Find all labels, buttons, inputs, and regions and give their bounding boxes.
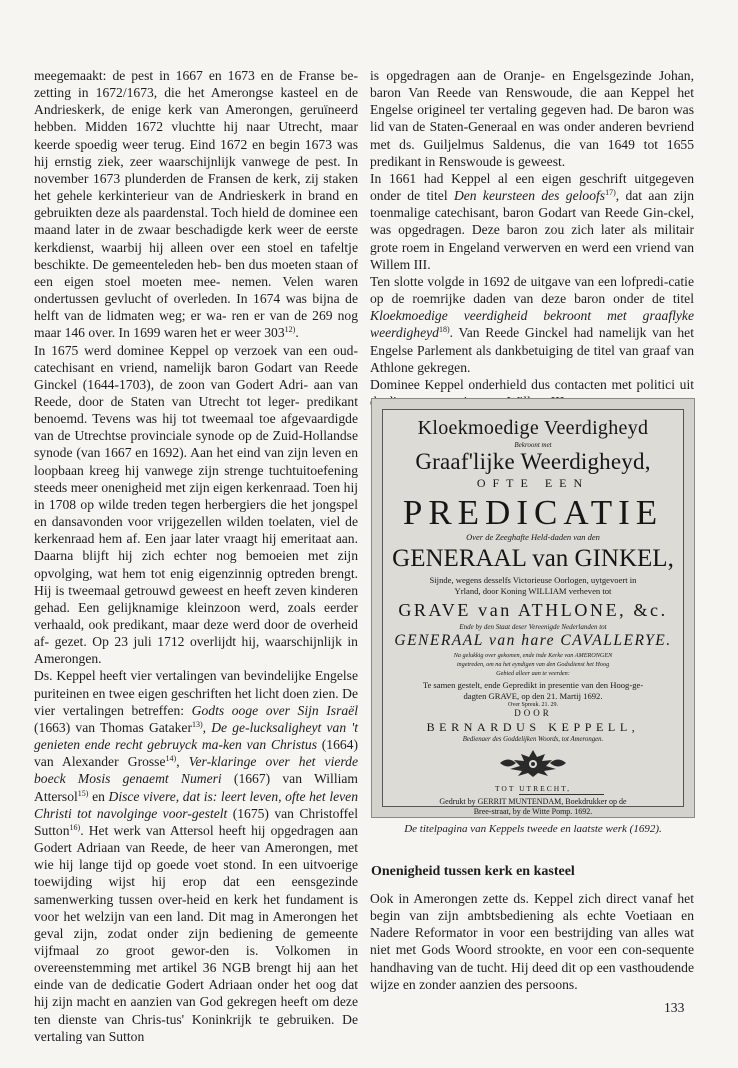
- title-page-line: Gebied alleer aan te veerden:: [496, 670, 570, 677]
- title-page-figure: [371, 398, 695, 818]
- paragraph-2: In 1675 werd dominee Keppel op verzoek van een oud-catechisant en vriend, namelijk baron Godart van Reede Ginckel (1644-1703), de zoon van Godert Adri- aan van Reede, door de Staten van Utrecht tot leger- predikant benoemd. Tevens was hij tot tweemaal toe afgevaardigde van de Utrechtse provinciale synode op de Zuid-Hollandse synode (van 1667 en 1692). Aan het eind van zijn leven en loopbaan kreeg hij vanwege zijn strenge tuchtuitoefening steeds meer onenigheid met zijn eigen kerkenraad. Toen hij in 1708 op wilde treden tegen herbergiers die het jongspel en dansavonden voor vrijgezellen wilden toelaten, viel de kerkenraad hem af. Een jaar later vraagt hij emeritaat aan. Daarna blijft hij zich echter nog bemoeien met zijn opvolging, wat hem tot enig eigenzinnig optreden brengt. Hij is tweemaal getrouwd geweest en heeft zeven kinderen gehad. Een gelijknamige kleinzoon werd, zoals eerder verhaald, ook predikant, maar deze werd door de overheid af- gezet. Op 23 juli 1712 overlijdt hij, waarschijnlijk in Amerongen.: [34, 342, 359, 667]
- paragraph-8: Ook in Amerongen zette ds. Keppel zich direct vanaf het begin van zijn ambtsbediening als echte Voetiaan en Nadere Reformator in voor een bestrijding van alles wat niet met Gods Woord strookte, en voor een con-sequente handhaving van de tucht. Hij deed dit op een vasthoudende wijze en zonder aanzien des persoons.: [370, 891, 694, 992]
- book-title: Den keursteen des geloofs: [453, 188, 606, 204]
- title-page-line: dagten GRAVE, op den 21. Martij 1692.: [463, 691, 603, 701]
- footnote-ref: 14): [165, 754, 177, 764]
- book-title: Disce vivere, dat is: leert leven, ofte het leven Christi tot navolginge voor-gestelt: [34, 788, 358, 821]
- book-title: De ge-lucksaligheyt van 't genieten ende recht gebruyck ma-ken van Christus: [34, 719, 358, 753]
- title-page-line: GENERAAL van GINKEL,: [392, 545, 674, 572]
- title-page-line: Graaf'lijke Weerdigheyd,: [415, 449, 651, 474]
- footnote-ref: 12): [284, 325, 296, 335]
- title-page-line: OFTE EEN: [476, 476, 590, 490]
- title-page: [382, 409, 684, 816]
- section-text: [370, 890, 694, 993]
- footnote-ref: 16): [69, 822, 81, 832]
- title-page-line: BERNARDUS KEPPELL,: [426, 720, 640, 734]
- left-column: [34, 67, 358, 1045]
- title-page-line: DOOR: [514, 708, 552, 718]
- title-page-line: Na gelukkig over gekomen, ende inde Kerke van AMERONGEN: [453, 652, 613, 659]
- footnote-ref: 15): [77, 788, 89, 798]
- title-page-line: TOT UTRECHT,: [494, 784, 572, 793]
- title-page-line: Over de Zeeghafte Held-daden van den: [466, 532, 600, 542]
- title-page-line: Ende by den Staat deser Vereenigde Nederlanden tot: [459, 623, 607, 631]
- title-page-line: GENERAAL van hare CAVALLERYE.: [394, 632, 672, 649]
- book-title: Godts ooge over Sijn Israël: [191, 702, 358, 718]
- title-page-line: Bree-straat, by de Witte Pomp. 1692.: [473, 807, 593, 816]
- title-page-line: Over Spreuk. 21. 29.: [508, 702, 558, 708]
- divider: [519, 794, 604, 795]
- footnote-ref: 18): [438, 325, 450, 335]
- book-title: Kloekmoedige veerdigheid bekroont met graaflyke weerdigheyd: [370, 308, 694, 341]
- page-number: 133: [664, 1000, 685, 1015]
- paragraph-7: Dominee Keppel onderhield dus contacten met politici uit: [370, 376, 694, 392]
- title-page-line: Kloekmoedige Veerdigheyd: [417, 417, 649, 439]
- footnote-ref: 17): [605, 188, 616, 198]
- section-heading: Onenigheid tussen kerk en kasteel: [371, 864, 575, 879]
- title-page-line: PREDICATIE: [402, 493, 664, 532]
- paragraph-5: In 1661 had Keppel al een eigen geschrift uitgegeven onder de titel Den keursteen des geloofs$^{17)}$, dat aan zijn toenmalige catechisant, baron Godart van Reede Gin-ckel, was opgedragen. Deze baron zou zich later als militair grote roem in Engeland verwerven en werd een vriend van Willem III.: [370, 170, 694, 272]
- title-page-line: Gedrukt by GERRIT MUNTENDAM, Boekdrukker op de: [439, 797, 627, 806]
- figure-caption: De titelpagina van Keppels tweede en laatste werk (1692).: [404, 823, 662, 835]
- paragraph-6: Ten slotte volgde in 1692 de uitgave van een lofpredi-catie op de roemrijke daden van deze baron onder de titel Kloekmoedige veerdigheid bekroont met graaflyke weerdigheyd$^{18)}$. Van Reede Ginckel had namelijk van het Engelse Parlement als dankbetuiging de titel van graaf van Athlone gekregen.: [370, 273, 694, 375]
- footnote-ref: 13): [191, 719, 203, 729]
- paragraph-3: Ds. Keppel heeft vier vertalingen van bevindelijke Engelse puriteinen en twee eigen geschriften het licht doen zien. De vier vertalingen betreffen: Godts ooge over Sijn Israël (1663) van Thomas Gataker$^{13)}$, De ge-lucksaligheyt van 't genieten ende recht gebruyck ma-ken van Christus (1664) van Alexander Grosse$^{14)}$, Ver-klaringe over het vierde boeck Mosis genaemt Numeri (1667) van William Attersol$^{15)}$ en Disce vivere, dat is: leert leven, ofte het leven Christi tot navolginge voor-gestelt (1675) van Christoffel Sutton$^{16)}$. Het werk van Attersol heeft hij opgedragen aan Godert Adriaan van Reede, de heer van Amerongen, met wie hij lange tijd op goede voet stond. In een uitvoerige toewijding wijst hij erop dat een eensgezinde samenwerking tussen over-heid en kerk het fundament is voor het welzijn van een land. Dit mag in Amerongen het geval zijn, zodat onder zijn bediening de gemeente vijfmaal zo groot gewor-den is. Volkomen in overeenstemming met artikel 36 NGB brengt hij aan het einde van de dedicatie Godert Adriaan onder het oog dat hij zijn macht en aanzien van God gekregen heeft om deze ten dienste van Chris-tus' Koninkrijk te gebruiken. De vertaling van Sutton: [34, 668, 359, 1044]
- title-page-line: Bedienaer des Goddelijken Woords, tot Amerongen.: [462, 736, 604, 743]
- title-page-line: GRAVE van ATHLONE, &c.: [398, 600, 668, 620]
- right-column: [370, 67, 694, 410]
- title-page-line: ingetreden, om na het eyndigen van den Godsdienst het Hoog: [456, 661, 610, 668]
- title-page-line: Yrland, door Koning WILLIAM verheven tot: [454, 586, 612, 596]
- title-page-line: Bekroont met: [514, 441, 552, 449]
- title-page-line: Sijnde, wegens desselfs Victorieuse Oorlogen, uytgevoert in: [429, 575, 637, 585]
- paragraph-1: meegemaakt: de pest in 1667 en 1673 en de Franse be- zetting in 1672/1673, die het Amerongse kasteel en de Andrieskerk, de enige kerk van Amerongen, geruïneerd hebben. Midden 1672 vluchtte hij naar Utrecht, maar keerde spoedig weer terug. Eind 1672 en begin 1673 was hij ernstig ziek, zeer waarschijnlijk vanwege de pest. In november 1673 plunderden de Fransen de kerk, zij staken het gehele kerkinterieur van de Andrieskerk in brand en gebruikten deze als paardenstal. Toch hield de dominee een maand later in de zwaar beschadigde kerk weer de eerste kerkdienst, waarbij hij alleen over een stoel en tafeltje beschikte. De gemeenteleden heb- ben dus moeten staan of een eigen stoel moeten mee- nemen. Velen waren ondertussen gevlucht of overleden. In 1674 was bijna de helft van de lidmaten weg; er wa- ren er van de 269 nog maar 146 over. In 1699 waren het er weer 303$^{12)}$.: [34, 68, 359, 341]
- paragraph-4: is opgedragen aan de Oranje- en Engelsgezinde Johan, baron Van Reede van Renswoude, die aan Keppel het Engelse origineel ter vertaling gegeven had. De baron was lid van de Staten-Generaal en was onder anderen bevriend met ds. Guiljelmus Saldenus, die van 1649 tot 1655 predikant in Renswoude is geweest.: [370, 68, 694, 169]
- title-page-line: Te samen gestelt, ende Gepredikt in presentie van den Hoog-ge-: [422, 680, 644, 690]
- book-title: Ver-klaringe over het vierde boeck Mosis genaemt Numeri: [34, 754, 359, 787]
- printer-ornament-icon: [496, 748, 570, 778]
